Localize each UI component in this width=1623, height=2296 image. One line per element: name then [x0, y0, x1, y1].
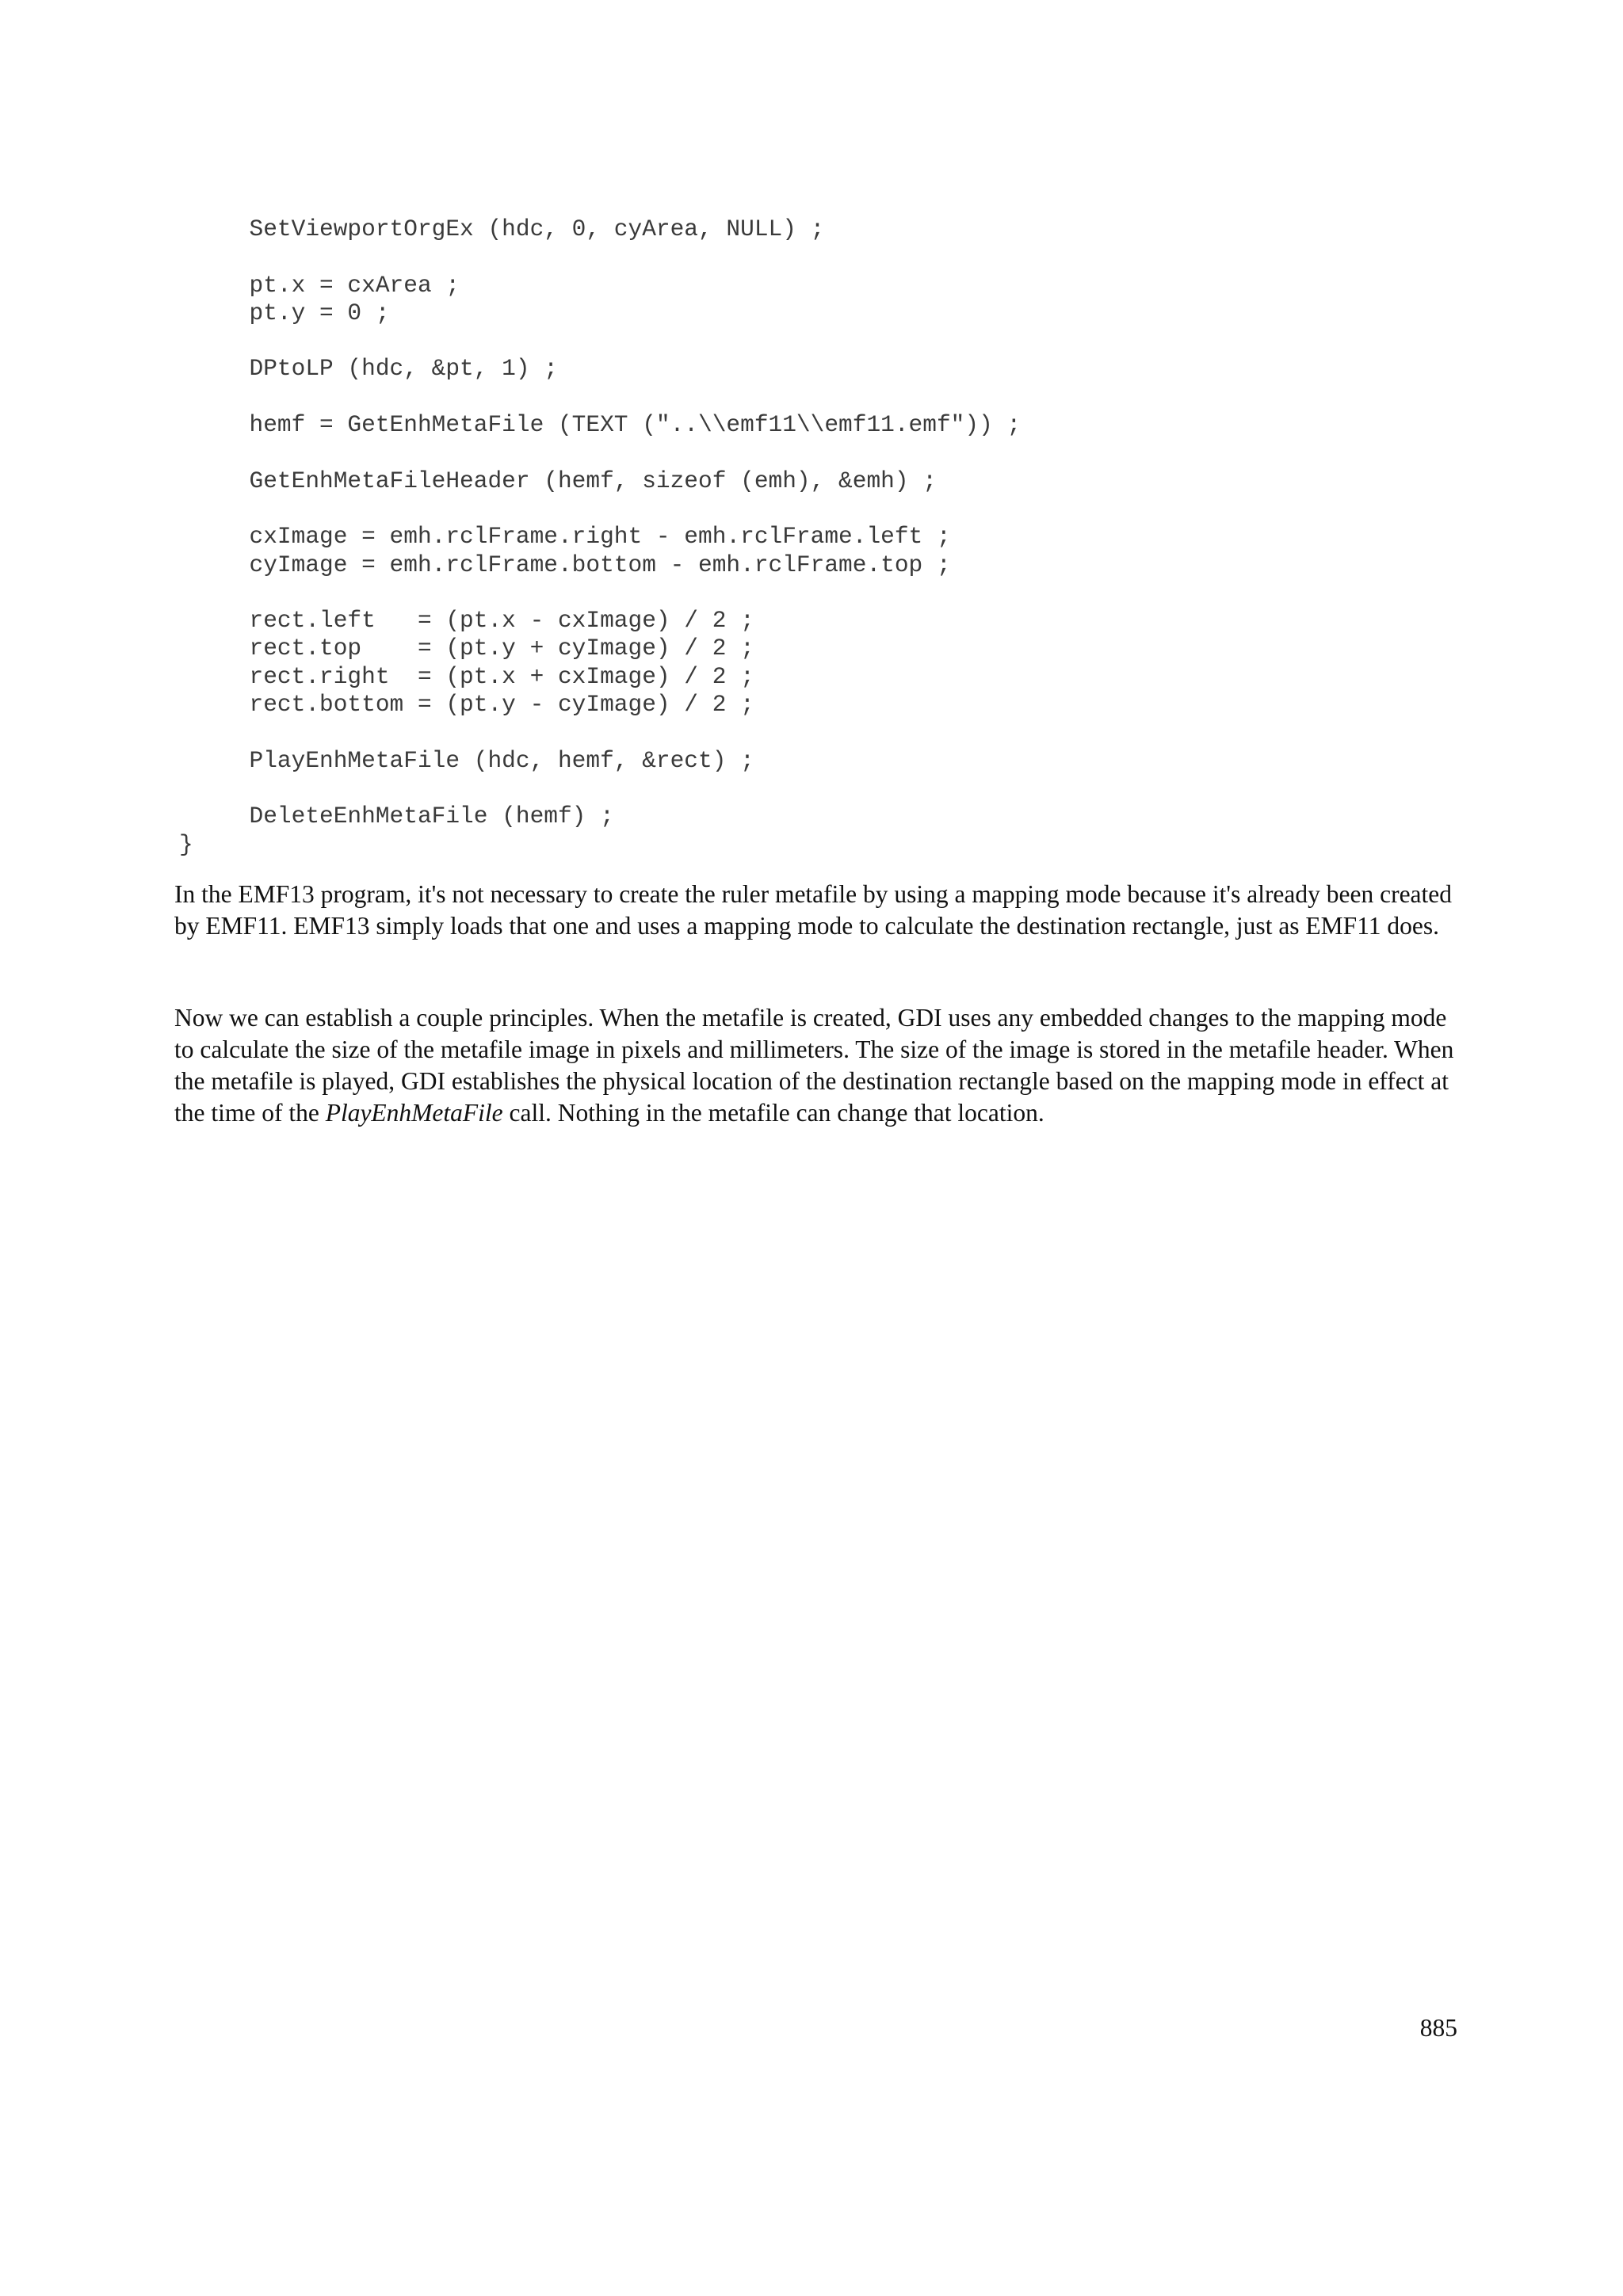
code-line: hemf = GetEnhMetaFile (TEXT ("..\\emf11\\emf11.emf")) ; [179, 411, 1022, 439]
code-line: } [179, 830, 193, 858]
code-line: pt.x = cxArea ; [179, 271, 460, 299]
code-line [179, 439, 1526, 467]
code-line: pt.y = 0 ; [179, 299, 390, 326]
code-line [179, 327, 1526, 355]
code-line [179, 775, 1526, 803]
code-line: GetEnhMetaFileHeader (hemf, sizeof (emh), &emh) ; [179, 467, 937, 494]
code-line [179, 243, 1526, 271]
code-line [179, 383, 1526, 411]
code-line [179, 495, 1526, 523]
code-line: rect.top = (pt.y + cyImage) / 2 ; [179, 635, 754, 662]
code-line: cyImage = emh.rclFrame.bottom - emh.rclFrame.top ; [179, 551, 951, 578]
function-name-italic: PlayEnhMetaFile [325, 1099, 503, 1127]
code-line: SetViewportOrgEx (hdc, 0, cyArea, NULL) ; [179, 215, 825, 242]
code-listing [179, 215, 1526, 859]
code-line: rect.bottom = (pt.y - cyImage) / 2 ; [179, 691, 754, 719]
code-line: PlayEnhMetaFile (hdc, hemf, &rect) ; [179, 746, 754, 774]
code-line [179, 719, 1526, 746]
code-line: rect.left = (pt.x - cxImage) / 2 ; [179, 607, 754, 635]
body-paragraph: In the EMF13 program, it's not necessary to create the ruler metafile by using a mapping mode because it's already been created by EMF11. EMF13 simply loads that one and uses a mapping mode to calculate the destination rectangle, just as EMF11 does. [174, 880, 1453, 940]
paragraph-text: Now we can establish a couple principles. When the metafile is created, GDI uses any embedded changes to the mapping mode to calculate the size of the metafile image in pixels and millimeters. The size of the image is stored in the metafile header. When the metafile is played, GDI establishes the physical location of the destination rectangle based on the mapping mode in effect at the time of the [174, 1004, 1454, 1127]
code-line [179, 579, 1526, 607]
code-line: DeleteEnhMetaFile (hemf) ; [179, 803, 614, 830]
paragraph-text: call. Nothing in the metafile can change that location. [502, 1099, 1044, 1127]
code-line: DPtoLP (hdc, &pt, 1) ; [179, 355, 558, 383]
code-line: rect.right = (pt.x + cxImage) / 2 ; [179, 662, 754, 690]
body-paragraph [174, 1002, 1458, 1129]
code-line: cxImage = emh.rclFrame.right - emh.rclFrame.left ; [179, 523, 951, 551]
page-number: 885 [1419, 2014, 1457, 2042]
